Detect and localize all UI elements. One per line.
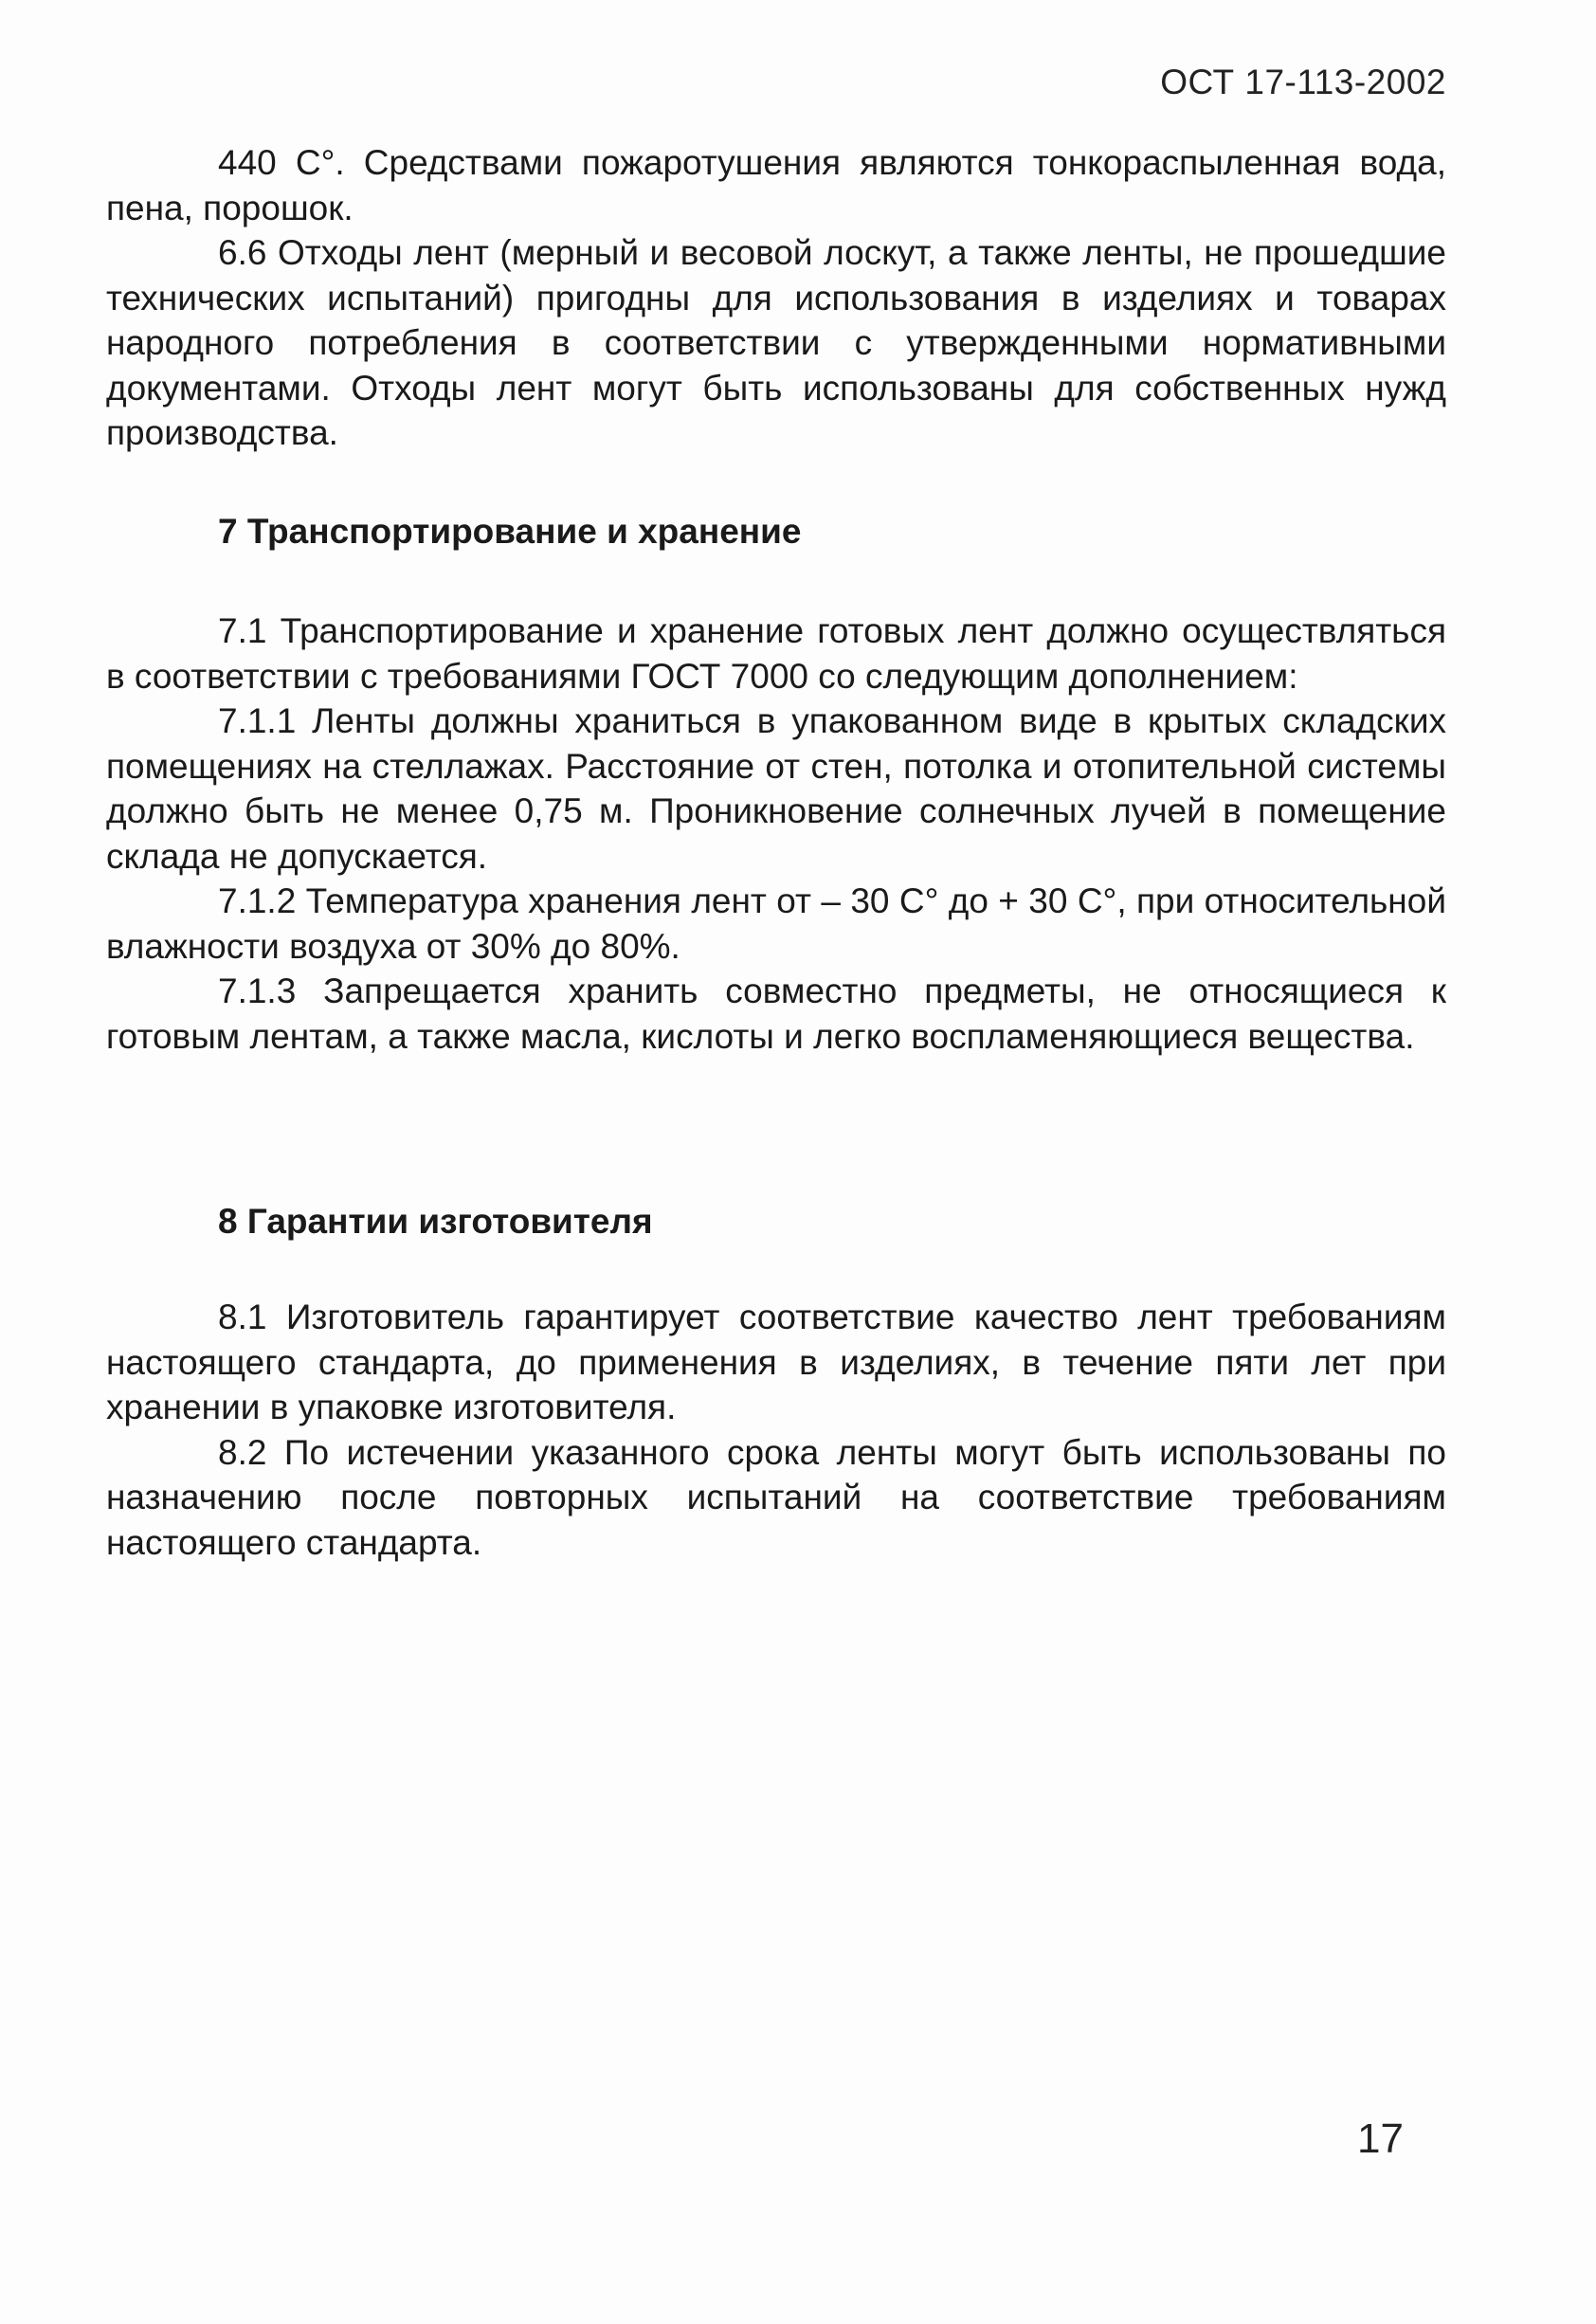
paragraph-8-1: 8.1 Изготовитель гарантирует соответствие качество лент требованиям настоящего стандарта, до применения в изделиях, в течение пяти лет при хранении в упаковке изготовителя.: [106, 1298, 1446, 1426]
section-8-body: [106, 1295, 1446, 1565]
paragraph-7-1-2: 7.1.2 Температура хранения лент от – 30 С° до + 30 С°, при относительной влажности воздуха от 30% до 80%.: [106, 881, 1446, 966]
paragraph-6-6: 6.6 Отходы лент (мерный и весовой лоскут, а также ленты, не прошедшие технических испытаний) пригодны для использования в изделиях и товарах народного потребления в соответствии с утвержденными нормативными документами. Отходы лент могут быть использованы для собственных нужд производства.: [106, 233, 1446, 452]
section-8-heading: 8 Гарантии изготовителя: [218, 1202, 653, 1241]
section-6-continued: [106, 140, 1446, 456]
document-code: ОСТ 17-113-2002: [1160, 63, 1446, 101]
page-number: 17: [1357, 2115, 1404, 2162]
paragraph-7-1: 7.1 Транспортирование и хранение готовых лент должно осуществляться в соответствии с требованиями ГОСТ 7000 со следующим дополнением:: [106, 611, 1446, 696]
section-7-body: [106, 608, 1446, 1059]
paragraph-fire-extinguishing: 440 С°. Средствами пожаротушения являются тонкораспыленная вода, пена, порошок.: [106, 143, 1446, 227]
paragraph-7-1-1: 7.1.1 Ленты должны храниться в упакованном виде в крытых складских помещениях на стеллажах. Расстояние от стен, потолка и отопительной системы должно быть не менее 0,75 м. Проникновение солнечных лучей в помещение склада не допускается.: [106, 701, 1446, 876]
paragraph-8-2: 8.2 По истечении указанного срока ленты могут быть использованы по назначению после повторных испытаний на соответствие требованиям настоящего стандарта.: [106, 1432, 1446, 1562]
paragraph-7-1-3: 7.1.3 Запрещается хранить совместно предметы, не относящиеся к готовым лентам, а также масла, кислоты и легко воспламеняющиеся вещества.: [106, 971, 1446, 1056]
section-7-heading: 7 Транспортирование и хранение: [218, 512, 802, 551]
